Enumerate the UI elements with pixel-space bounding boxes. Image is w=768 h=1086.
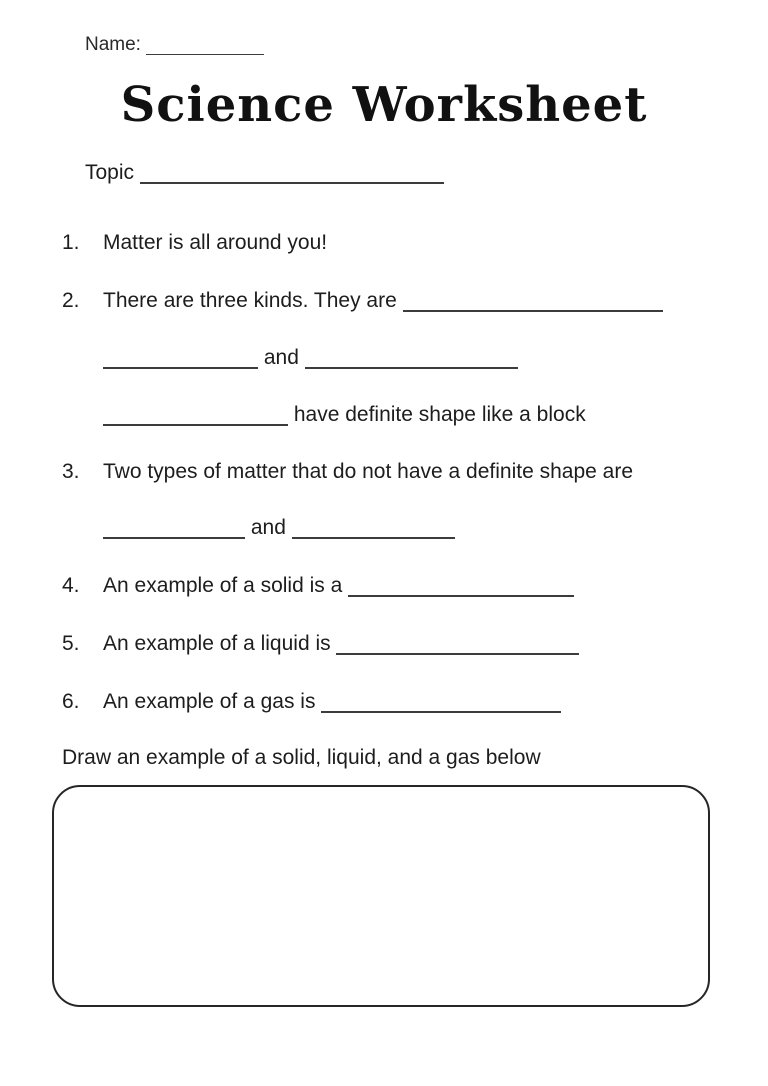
- question-2-blank-2[interactable]: [103, 347, 258, 369]
- question-2-blank-1[interactable]: [403, 290, 663, 312]
- draw-prompt: Draw an example of a solid, liquid, and a gas below: [62, 746, 541, 769]
- question-3-blank-1[interactable]: [103, 517, 245, 539]
- question-3-number: 3.: [62, 460, 80, 483]
- question-6-number: 6.: [62, 690, 80, 713]
- question-2: [62, 286, 768, 430]
- question-4-number: 4.: [62, 574, 80, 597]
- question-3: [62, 457, 768, 543]
- question-2-text-continued: have definite shape like a block: [293, 403, 586, 426]
- page-title: Science Worksheet: [120, 77, 648, 133]
- question-1-text: Matter is all around you!: [103, 231, 328, 254]
- name-blank-line[interactable]: [146, 34, 264, 55]
- question-5-blank[interactable]: [336, 633, 579, 655]
- question-6-text: An example of a gas is: [103, 690, 316, 713]
- name-label: Name:: [85, 34, 141, 55]
- topic-label: Topic: [85, 161, 135, 184]
- question-2-text: There are three kinds. They are: [103, 289, 397, 312]
- question-1: [62, 228, 768, 258]
- question-3-conjunction: and: [250, 516, 286, 539]
- question-3-text: Two types of matter that do not have a definite shape are: [103, 460, 633, 483]
- question-3-blank-2[interactable]: [292, 517, 455, 539]
- question-5-text: An example of a liquid is: [103, 632, 331, 655]
- topic-row: [85, 158, 768, 188]
- question-5: [62, 629, 768, 659]
- question-2-blank-4[interactable]: [103, 404, 288, 426]
- question-2-number: 2.: [62, 289, 80, 312]
- name-row: [85, 32, 768, 58]
- question-2-blank-3[interactable]: [305, 347, 518, 369]
- topic-blank-line[interactable]: [140, 162, 444, 184]
- question-6-blank[interactable]: [321, 691, 561, 713]
- question-5-number: 5.: [62, 632, 80, 655]
- question-4: [62, 571, 768, 601]
- question-2-conjunction: and: [263, 346, 299, 369]
- question-4-blank[interactable]: [348, 575, 574, 597]
- question-1-number: 1.: [62, 231, 80, 254]
- question-4-text: An example of a solid is a: [103, 574, 343, 597]
- drawing-area-box[interactable]: [52, 785, 710, 1007]
- question-6: [62, 687, 768, 717]
